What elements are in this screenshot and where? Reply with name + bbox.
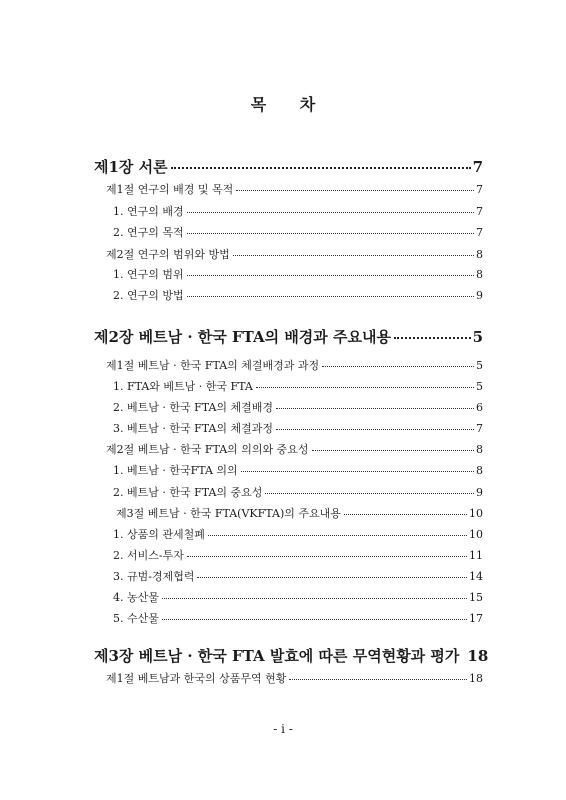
- toc-entry-page-number: 18: [469, 672, 483, 685]
- toc-entry-page-number: 7: [476, 183, 483, 196]
- toc-item-entry: [113, 484, 483, 500]
- toc-item-entry: [113, 378, 483, 394]
- toc-item-entry: [113, 610, 483, 626]
- toc-entry-page-number: 7: [476, 422, 483, 435]
- toc-entry-page-number: 8: [476, 464, 483, 477]
- toc-entry-label: 1. 베트남 · 한국FTA 의의: [113, 464, 238, 477]
- toc-section-entry: [106, 357, 483, 373]
- toc-entry-page-number: 7: [472, 158, 483, 176]
- toc-dot-leader: [187, 204, 474, 215]
- toc-entry-page-number: 8: [476, 248, 483, 261]
- toc-entry-label: 1. 연구의 범위: [113, 268, 184, 281]
- toc-entry-label: 1. FTA와 베트남 · 한국 FTA: [113, 380, 253, 393]
- toc-item-entry: [113, 420, 483, 436]
- toc-dot-leader: [187, 225, 474, 236]
- toc-dot-leader: [289, 671, 467, 682]
- toc-dot-leader: [187, 548, 467, 559]
- toc-item-entry: [113, 589, 483, 605]
- toc-item-entry: [113, 462, 483, 478]
- toc-entry-label: 2. 서비스-투자: [113, 549, 184, 562]
- toc-dot-leader: [233, 247, 474, 258]
- toc-entry-label: 제1절 베트남 · 한국 FTA의 체결배경과 과정: [106, 359, 320, 372]
- toc-entry-page-number: 9: [476, 289, 483, 302]
- toc-entry-page-number: 7: [476, 226, 483, 239]
- toc-entry-label: 2. 베트남 · 한국 FTA의 중요성: [113, 486, 263, 499]
- toc-entry-label: 제3장 베트남 · 한국 FTA 발효에 따른 무역현황과 평가: [94, 647, 460, 665]
- toc-entry-page-number: 10: [469, 507, 483, 520]
- toc-entry-label: 제1절 베트남과 한국의 상품무역 현황: [106, 672, 287, 685]
- toc-entry-page-number: 8: [476, 268, 483, 281]
- toc-dot-leader: [171, 157, 471, 172]
- toc-dot-leader: [265, 485, 474, 496]
- toc-chapter-entry: [94, 156, 483, 177]
- toc-dot-leader: [236, 182, 474, 193]
- toc-item-entry: [113, 526, 483, 542]
- toc-dot-leader: [256, 379, 474, 390]
- toc-entry-label: 제2절 연구의 범위와 방법: [106, 248, 230, 261]
- toc-entry-label: 제3절 베트남 · 한국 FTA(VKFTA)의 주요내용: [116, 507, 341, 520]
- toc-entry-label: 제2장 베트남 · 한국 FTA의 배경과 주요내용: [94, 328, 391, 346]
- toc-entry-page-number: 5: [476, 359, 483, 372]
- toc-entry-label: 4. 농산물: [113, 591, 159, 604]
- toc-section-entry: [106, 246, 483, 262]
- toc-dot-leader: [322, 358, 474, 369]
- toc-dot-leader: [344, 506, 467, 517]
- toc-entry-page-number: 17: [469, 612, 483, 625]
- toc-item-entry: [113, 399, 483, 415]
- page-title: 목 차: [250, 95, 330, 114]
- toc-entry-page-number: 5: [472, 328, 483, 346]
- toc-item-entry: [113, 568, 483, 584]
- toc-entry-label: 제1장 서론: [94, 158, 168, 176]
- toc-chapter-entry: [94, 645, 489, 666]
- toc-entry-label: 1. 상품의 관세철폐: [113, 528, 205, 541]
- toc-dot-leader: [241, 463, 474, 474]
- toc-item-entry: [113, 266, 483, 282]
- toc-dot-leader: [208, 527, 467, 538]
- toc-dot-leader: [187, 288, 474, 299]
- toc-entry-label: 3. 베트남 · 한국 FTA의 체결과정: [113, 422, 274, 435]
- toc-entry-page-number: 7: [476, 205, 483, 218]
- toc-entry-page-number: 11: [469, 549, 483, 562]
- toc-section-entry: [116, 505, 483, 521]
- page-number: - i -: [273, 722, 293, 736]
- toc-dot-leader: [276, 400, 474, 411]
- toc-item-entry: [113, 547, 483, 563]
- toc-dot-leader: [312, 442, 474, 453]
- toc-item-entry: [113, 287, 483, 303]
- toc-entry-label: 2. 연구의 목적: [113, 226, 184, 239]
- toc-item-entry: [113, 203, 483, 219]
- toc-entry-label: 3. 규범-경제협력: [113, 570, 195, 583]
- toc-dot-leader: [276, 421, 474, 432]
- toc-entry-page-number: 9: [476, 486, 483, 499]
- toc-entry-label: 제2절 베트남 · 한국 FTA의 의의와 중요성: [106, 443, 309, 456]
- toc-entry-page-number: 14: [469, 570, 483, 583]
- toc-entry-label: 1. 연구의 배경: [113, 205, 184, 218]
- toc-entry-label: 제1절 연구의 배경 및 목적: [106, 183, 234, 196]
- toc-dot-leader: [187, 267, 474, 278]
- toc-entry-page-number: 15: [469, 591, 483, 604]
- toc-entry-page-number: 8: [476, 443, 483, 456]
- toc-item-entry: [113, 224, 483, 240]
- toc-section-entry: [106, 181, 483, 197]
- toc-entry-page-number: 10: [469, 528, 483, 541]
- toc-dot-leader: [162, 590, 467, 601]
- toc-entry-page-number: 6: [476, 401, 483, 414]
- toc-section-entry: [106, 441, 483, 457]
- toc-entry-label: 5. 수산물: [113, 612, 159, 625]
- toc-entry-label: 2. 연구의 방법: [113, 289, 184, 302]
- toc-section-entry: [106, 670, 483, 686]
- toc-dot-leader: [197, 569, 467, 580]
- toc-entry-label: 2. 베트남 · 한국 FTA의 체결배경: [113, 401, 274, 414]
- toc-dot-leader: [394, 327, 471, 342]
- toc-dot-leader: [162, 611, 467, 622]
- toc-chapter-entry: [94, 326, 483, 347]
- toc-entry-page-number: 18: [467, 647, 489, 665]
- toc-entry-page-number: 5: [476, 380, 483, 393]
